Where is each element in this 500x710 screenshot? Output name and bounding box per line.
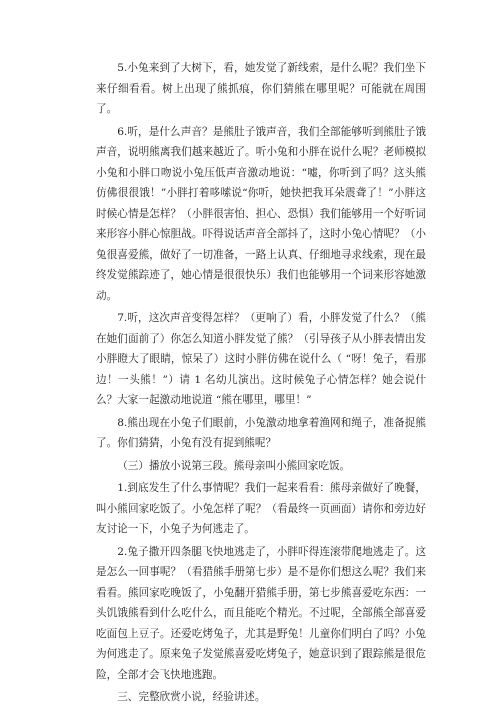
paragraph-step-6: 6.听，是什么声音？是熊肚子饿声音，我们全部能够听到熊肚子饿声音，说明熊离我们越来越近了。听小兔和小胖在说什么呢？老师模拟小兔和小胖口吻说小兔压低声音激动地说：“嘘，你听到了吗？这头熊仿佛很很饿！”小胖打着哆嗦说“你听，她快把我耳朵震聋了！”小胖这时候心情是怎样？（小胖很害怕、担心、恐惧）我们能够用一个好听词来形容小胖心惊胆战。吓得说话声音全部抖了，这时小兔心情呢？（小兔很喜爱熊，做好了一切准备，一路上认真、仔细地寻求线索，现在最终发觉熊踪迹了，她心情是很很快乐）我们也能够用一个词来形容她激动。 bbox=[96, 125, 426, 302]
document-page bbox=[96, 58, 426, 710]
paragraph-part-3-item-2: 2.兔子撒开四条腿飞快地逃走了，小胖吓得连滚带爬地逃走了。这是怎么一回事呢？（看猎熊手册第七步）是不是你们想这么呢？我们来看看。熊回家吃晚饭了，小兔翻开猎熊手册，第七步熊喜爱吃东西：一头饥饿熊看到什么吃什么，而且能吃个精光。不过呢，全部熊全部喜爱吃面包上豆子。还爱吃烤兔子，尤其是野兔！儿童你们明白了吗？小兔为何逃走了。原来兔子发觉熊喜爱吃烤兔子，她意识到了跟踪熊是很危险，全部才会飞快地逃跑。 bbox=[96, 545, 426, 681]
paragraph-step-8: 8.熊出现在小兔子们眼前，小兔激动地拿着渔网和绳子，准备捉熊了。你们猜猜，小兔有没有捉到熊呢？ bbox=[96, 416, 426, 449]
section-heading-3: 三、完整欣赏小说，经验讲述。 bbox=[117, 691, 266, 703]
paragraph-part-3-item-1: 1.到底发生了什么事情呢？我们一起来看看：熊母亲做好了晚餐，叫小熊回家吃饭了。小兔怎样了呢？（看最终一页画面）请你和旁边好友讨论一下，小兔子为何逃走了。 bbox=[96, 482, 426, 535]
section-heading-part-3: （三）播放小说第三段。熊母亲叫小熊回家吃饭。 bbox=[117, 459, 351, 472]
paragraph-step-5: 5.小兔来到了大树下，看，她发觉了新线索，是什么呢？我们坐下来仔细看看。树上出现了熊抓痕，你们猜熊在哪里呢？可能就在周围了。 bbox=[96, 62, 426, 115]
paragraph-step-7: 7.听，这次声音变得怎样？（更响了）看，小胖发觉了什么？（熊在她们面前了）你怎么知道小胖发觉了熊？（引导孩子从小胖表情出发 小胖瞪大了眼睛，惊呆了）这时小胖仿佛在说什么（ “呀！兔子，看那边！一头熊！”）请 1 名幼儿演出。这时候兔子心情怎样？她会说什么？大家一起激动地说道 “熊在哪里，哪里！” bbox=[96, 312, 426, 406]
